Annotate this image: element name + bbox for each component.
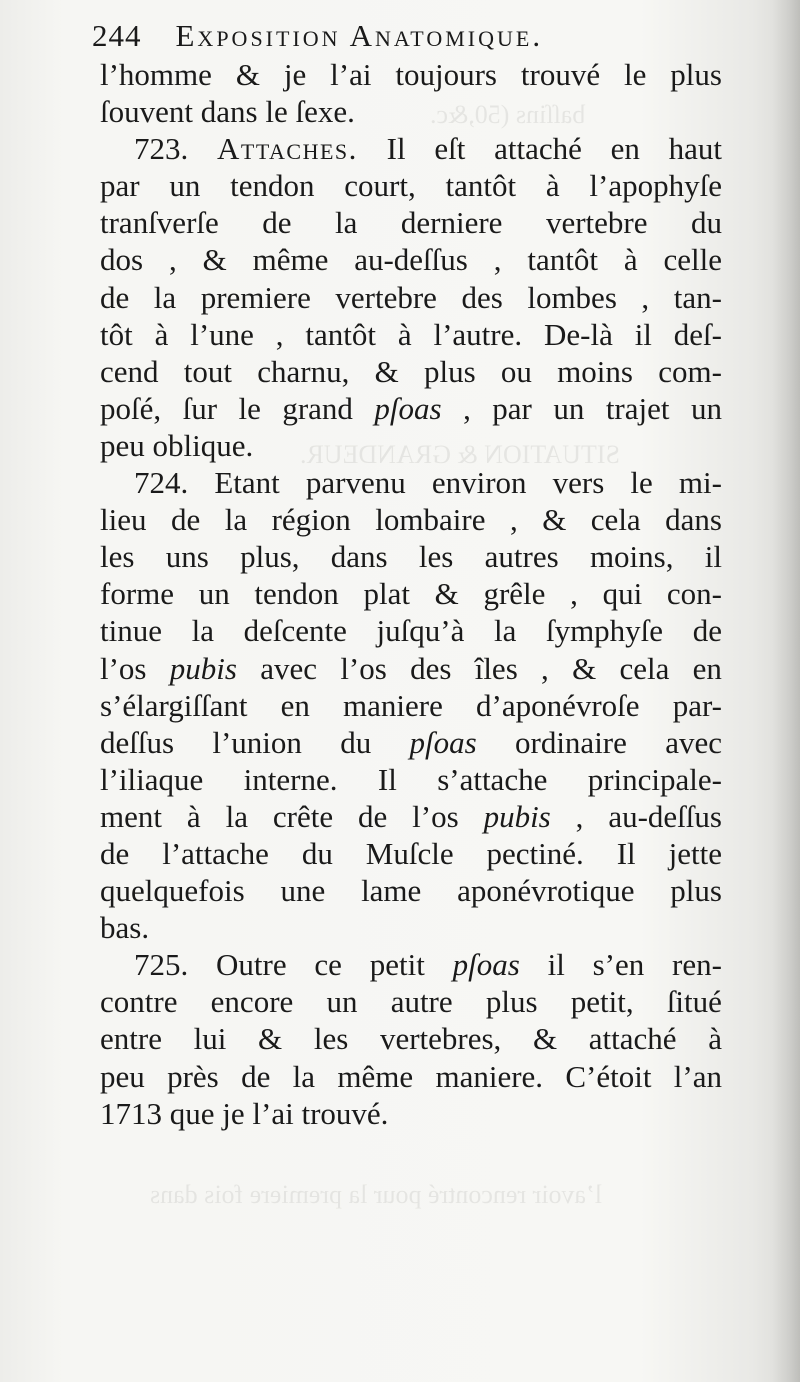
word: à	[708, 1021, 722, 1057]
text-line	[100, 501, 722, 538]
word: Il	[386, 131, 406, 167]
word: qui	[602, 576, 643, 612]
word: en	[280, 687, 310, 723]
word: ſur	[182, 390, 218, 426]
word: cend	[100, 353, 159, 389]
word: d’aponévroſe	[476, 687, 640, 723]
word: des	[410, 650, 452, 686]
word: avec	[665, 724, 722, 760]
word: près	[167, 1058, 219, 1094]
word: bas.	[100, 910, 150, 946]
word: autres	[484, 539, 559, 575]
word: il	[634, 316, 652, 352]
word: ment	[100, 798, 162, 834]
word: parvenu	[305, 465, 406, 501]
word: par-	[672, 687, 722, 723]
bleed-through-text: baſſins (50,&c.	[430, 100, 586, 129]
word: le	[624, 57, 647, 92]
word: le	[238, 390, 261, 426]
word: Il	[377, 761, 397, 797]
word: jette	[668, 835, 722, 871]
word: ,	[463, 390, 471, 426]
word: à	[186, 798, 201, 834]
word: aponévrotique	[457, 873, 635, 909]
word: tranſverſe	[100, 205, 219, 241]
word: l’autre.	[433, 316, 523, 352]
word: moins,	[589, 539, 674, 575]
text-line	[100, 353, 722, 390]
word: ,	[493, 242, 502, 278]
word: îles	[474, 650, 518, 686]
word: des	[461, 279, 503, 315]
word: premiere	[200, 279, 311, 315]
word: l’os	[100, 650, 147, 686]
word: je	[222, 1095, 245, 1131]
word: l’une	[190, 316, 254, 352]
word: que	[169, 1095, 215, 1131]
word: derniere	[400, 205, 503, 241]
word: juſqu’à	[376, 613, 465, 649]
text-line	[100, 427, 722, 464]
word: &	[202, 242, 227, 278]
word: la	[292, 1058, 316, 1094]
word: 724.	[134, 465, 189, 501]
word: la	[493, 613, 517, 649]
word: l’union	[212, 724, 302, 760]
word: &	[572, 650, 597, 686]
word: l’apophyſe	[589, 168, 722, 204]
word: la	[224, 502, 248, 538]
word: forme	[100, 576, 175, 612]
word: pubis	[169, 650, 237, 686]
word: attaché	[588, 1021, 677, 1057]
word: Attaches.	[217, 131, 358, 167]
text-line	[100, 983, 722, 1020]
text-line	[100, 835, 722, 872]
word: un	[198, 576, 230, 612]
word: tantôt	[305, 316, 376, 352]
word: de	[241, 1058, 271, 1094]
word: la	[225, 798, 248, 834]
word: dos	[100, 242, 144, 278]
word: un	[690, 390, 722, 426]
word: quelquefois	[100, 873, 245, 909]
word: vertebres,	[379, 1021, 502, 1057]
text-line	[100, 1095, 722, 1132]
word: ſitué	[666, 984, 722, 1020]
text-line	[100, 167, 722, 204]
bleed-through-text: l’avoir rencontré pour la premiere fois dans	[150, 1180, 602, 1209]
word: trouvé.	[301, 1095, 389, 1131]
word: à	[545, 168, 560, 204]
word: la	[191, 613, 214, 649]
word: 725.	[134, 947, 189, 983]
word: vers	[552, 465, 605, 501]
word: ſexe.	[295, 94, 355, 130]
word: l’os	[340, 650, 387, 686]
word: en	[610, 131, 640, 167]
word: celle	[663, 242, 722, 278]
word: attaché	[494, 131, 582, 167]
word: l’os	[412, 798, 459, 834]
word: le	[630, 465, 653, 501]
word: contre	[100, 984, 178, 1020]
word: le	[265, 94, 288, 130]
word: tantôt	[445, 168, 517, 204]
word: principale-	[587, 761, 722, 797]
word: &	[258, 1021, 283, 1057]
word: plus	[670, 873, 722, 909]
word: même	[252, 242, 329, 278]
word: un	[326, 984, 358, 1020]
word: à	[154, 316, 169, 352]
word: pſoas	[374, 390, 442, 426]
word: trouvé	[520, 57, 601, 92]
word: cela	[590, 502, 641, 538]
word: ,	[509, 502, 518, 538]
word: dans	[330, 539, 388, 575]
text-line	[100, 612, 722, 649]
text-line	[100, 390, 722, 427]
word: 723.	[134, 131, 189, 167]
word: de	[262, 205, 292, 241]
text-line	[100, 279, 722, 316]
word: peu	[100, 1058, 145, 1094]
word: Muſcle	[365, 835, 454, 871]
word: s’attache	[437, 761, 548, 797]
word: environ	[431, 465, 527, 501]
word: à	[397, 316, 412, 352]
word: l’ai	[252, 1095, 294, 1131]
text-line	[100, 575, 722, 612]
word: plus	[485, 984, 538, 1020]
word: ſymphyſe	[545, 613, 664, 649]
word: la	[335, 205, 358, 241]
text-line	[100, 687, 722, 724]
word: grêle	[483, 576, 546, 612]
text-line	[100, 761, 722, 798]
word: vertebre	[545, 205, 648, 241]
word: charnu,	[257, 353, 350, 389]
word: il	[547, 947, 565, 983]
word: je	[283, 57, 307, 92]
page-gutter-shadow	[772, 0, 800, 1382]
word: eſt	[434, 131, 466, 167]
text-line	[100, 1058, 722, 1095]
word: lombaire	[375, 502, 486, 538]
text-line	[100, 316, 722, 353]
word: grand	[282, 390, 353, 426]
word: l’an	[673, 1058, 722, 1094]
word: cela	[619, 650, 670, 686]
word: dans	[665, 502, 722, 538]
word: interne.	[243, 761, 338, 797]
word: une	[280, 873, 326, 909]
bleed-through-text: SITUATION & GRANDEUR.	[300, 440, 620, 469]
word: Etant	[214, 465, 280, 501]
word: lombes	[527, 279, 617, 315]
word: du	[691, 205, 722, 241]
word: lame	[361, 873, 422, 909]
text-line	[100, 946, 722, 983]
word: s’en	[592, 947, 645, 983]
word: uns	[165, 539, 209, 575]
word: con-	[666, 576, 722, 612]
word: du	[301, 835, 333, 871]
word: l’attache	[162, 835, 269, 871]
word: au-deſſus	[354, 242, 468, 278]
word: tinue	[100, 613, 162, 649]
word: plat	[363, 576, 410, 612]
word: un	[553, 390, 585, 426]
word: l’iliaque	[100, 761, 204, 797]
word: crête	[272, 798, 334, 834]
word: mi-	[678, 465, 722, 501]
word: avec	[260, 650, 318, 686]
word: s’élargiſſant	[100, 687, 248, 723]
word: par	[100, 168, 140, 204]
word: ,	[641, 279, 650, 315]
text-line	[100, 204, 722, 241]
word: haut	[668, 131, 722, 167]
word: maniere	[343, 687, 443, 723]
word: oblique.	[152, 427, 254, 463]
word: en	[692, 650, 722, 686]
word: peu	[100, 427, 145, 463]
text-line	[100, 241, 722, 278]
word: ordinaire	[515, 724, 627, 760]
word: il	[704, 539, 722, 575]
word: tôt	[100, 316, 133, 352]
running-title: Exposition Anatomique.	[175, 18, 544, 53]
word: ren-	[672, 947, 722, 983]
page-number: 244	[92, 18, 142, 53]
word: ,	[575, 798, 584, 834]
word: petit	[369, 947, 425, 983]
text-line	[100, 798, 722, 835]
word: de	[692, 613, 722, 649]
word: tendon	[254, 576, 339, 612]
word: de	[357, 798, 388, 834]
word: court,	[344, 168, 416, 204]
word: pectiné.	[486, 835, 584, 871]
word: plus,	[240, 539, 300, 575]
word: &	[434, 576, 459, 612]
word: de	[100, 279, 130, 315]
word: au-deſſus	[608, 798, 722, 834]
word: &	[235, 57, 260, 92]
word: De-là	[543, 316, 613, 352]
word: maniere.	[435, 1058, 544, 1094]
word: région	[271, 502, 351, 538]
text-line	[100, 650, 722, 687]
word: ſouvent	[100, 94, 193, 130]
word: l’ai	[330, 57, 372, 92]
text-line	[100, 56, 722, 93]
word: ce	[314, 947, 342, 983]
word: autre	[390, 984, 453, 1020]
word: vertebre	[335, 279, 437, 315]
text-line	[100, 1020, 722, 1057]
word: les	[418, 539, 454, 575]
word: &	[532, 1021, 558, 1057]
text-line	[100, 872, 722, 909]
word: ou	[500, 353, 532, 389]
word: les	[313, 1021, 349, 1057]
word: petit,	[570, 984, 634, 1020]
word: ,	[570, 576, 578, 612]
word: lieu	[100, 502, 147, 538]
word: &	[542, 502, 567, 538]
word: 1713	[100, 1095, 162, 1131]
word: ,	[541, 650, 549, 686]
word: C’étoit	[565, 1058, 652, 1094]
word: les	[100, 539, 135, 575]
word: lui	[193, 1021, 227, 1057]
word: encore	[210, 984, 294, 1020]
word: plus	[670, 57, 722, 92]
word: tan-	[673, 279, 722, 315]
text-line	[100, 93, 722, 130]
word: deſſus	[100, 724, 175, 760]
word: ,	[275, 316, 284, 352]
word: du	[340, 724, 372, 760]
word: de	[170, 502, 201, 538]
word: &	[374, 353, 399, 389]
word: de	[100, 835, 130, 871]
word: un	[169, 168, 201, 204]
word: plus	[423, 353, 476, 389]
word: Outre	[216, 947, 287, 983]
word: deſ-	[673, 316, 722, 352]
word: poſé,	[100, 390, 162, 426]
word: pſoas	[452, 947, 520, 983]
word: pſoas	[409, 724, 477, 760]
word: pubis	[483, 798, 551, 834]
body-text	[100, 56, 722, 1132]
word: même	[337, 1058, 414, 1094]
word: ,	[168, 242, 177, 278]
word: toujours	[395, 57, 497, 92]
word: l’homme	[100, 57, 212, 92]
word: Il	[616, 835, 636, 871]
word: moins	[557, 353, 633, 389]
word: deſcente	[243, 613, 347, 649]
text-line	[100, 724, 722, 761]
word: trajet	[605, 390, 670, 426]
word: entre	[100, 1021, 162, 1057]
word: tout	[183, 353, 233, 389]
word: la	[153, 279, 177, 315]
word: com-	[658, 353, 722, 389]
word: à	[623, 242, 638, 278]
word: par	[492, 390, 532, 426]
text-line	[100, 464, 722, 501]
text-line	[100, 538, 722, 575]
word: tendon	[230, 168, 315, 204]
word: tantôt	[527, 242, 598, 278]
word: dans	[200, 94, 258, 130]
text-line	[100, 909, 722, 946]
text-line	[100, 130, 722, 167]
